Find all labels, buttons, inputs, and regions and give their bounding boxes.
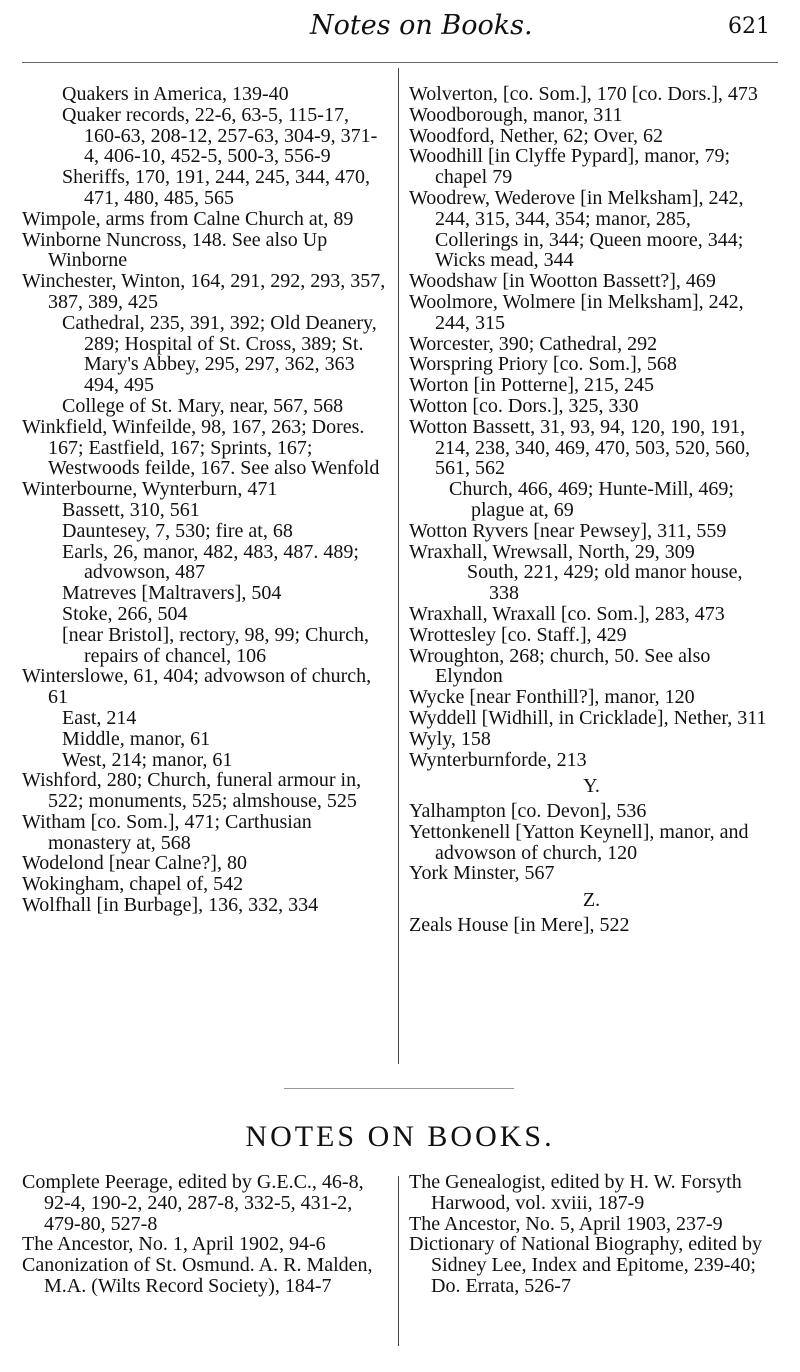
index-entry: Woodshaw [in Wootton Bassett?], 469 — [409, 270, 716, 293]
index-entry: Witham [co. Som.], 471; Carthusian monastery at, 568 — [22, 810, 312, 854]
book-entry: Dictionary of National Biography, edited by Sidney Lee, Index and Epitome, 239-40; Do. Errata, 526-7 — [409, 1233, 763, 1297]
index-entry: Wimpole, arms from Calne Church at, 89 — [22, 207, 354, 230]
book-entry: Canonization of St. Osmund. A. R. Malden, M.A. (Wilts Record Society), 184-7 — [22, 1254, 373, 1297]
index-entry: Wyly, 158 — [409, 727, 491, 750]
index-entry: Wokingham, chapel of, 542 — [22, 873, 244, 896]
index-entry: Worcester, 390; Cathedral, 292 — [409, 332, 658, 355]
index-entry: [near Bristol], rectory, 98, 99; Church, repairs of chancel, 106 — [62, 623, 369, 667]
index-entry: Wodelond [near Calne?], 80 — [22, 852, 247, 875]
index-entry: Stoke, 266, 504 — [62, 602, 188, 625]
index-entry: Wyddell [Widhill, in Cricklade], Nether, 311 — [409, 706, 767, 729]
index-entry: Winterslowe, 61, 404; advowson of church, 61 — [22, 665, 372, 709]
index-entry: Wolfhall [in Burbage], 136, 332, 334 — [22, 894, 319, 917]
index-entry: Wolverton, [co. Som.], 170 [co. Dors.], 473 — [409, 83, 758, 105]
index-entry: Quaker records, 22-6, 63-5, 115-17, 160-63, 208-12, 257-63, 304-9, 371-4, 406-10, 452-5, 500-3, 556-9 — [62, 103, 378, 168]
index-entry: Quakers in America, 139-40 — [62, 83, 289, 105]
book-entry: The Ancestor, No. 5, April 1903, 237-9 — [409, 1212, 723, 1235]
index-entry: Church, 466, 469; Hunte-Mill, 469; plague at, 69 — [449, 478, 734, 521]
page-number: 621 — [728, 14, 770, 39]
index-section-letter: Z. — [582, 889, 601, 912]
index-entry: Wynterburnforde, 213 — [409, 748, 587, 771]
index-entry: Wotton Ryvers [near Pewsey], 311, 559 — [409, 519, 727, 542]
index-entry: Wishford, 280; Church, funeral armour in, 522; monuments, 525; almshouse, 525 — [22, 769, 362, 813]
index-entry: Wotton Bassett, 31, 93, 94, 120, 190, 191, 214, 238, 340, 469, 470, 503, 520, 560, 561, 562 — [409, 415, 750, 480]
index-entry: Cathedral, 235, 391, 392; Old Deanery, 289; Hospital of St. Cross, 389; St. Mary's Abbey, 295, 297, 362, 363 494, 495 — [62, 311, 377, 397]
index-entry: York Minster, 567 — [409, 862, 555, 885]
index-entry: Yalhampton [co. Devon], 536 — [409, 800, 647, 823]
index-entry: Woodford, Nether, 62; Over, 62 — [409, 124, 663, 147]
books-column-divider — [398, 1176, 399, 1346]
index-entry: Worton [in Potterne], 215, 245 — [409, 374, 655, 397]
notes-on-books-title: NOTES ON BOOKS. — [245, 1120, 555, 1153]
index-entry: Woodhill [in Clyffe Pypard], manor, 79; chapel 79 — [409, 145, 731, 189]
index-entry: Matreves [Maltravers], 504 — [62, 582, 282, 605]
book-entry: Complete Peerage, edited by G.E.C., 46-8, 92-4, 190-2, 240, 287-8, 332-5, 431-2, 479-80, 527-8 — [22, 1171, 364, 1235]
index-entry: Winborne Nuncross, 148. See also Up Winborne — [22, 228, 328, 272]
books-left-column — [22, 1172, 388, 1297]
index-entry: Woolmore, Wolmere [in Melksham], 242, 244, 315 — [409, 290, 744, 334]
index-entry: Dauntesey, 7, 530; fire at, 68 — [62, 519, 293, 542]
index-entry: Wotton [co. Dors.], 325, 330 — [409, 394, 639, 417]
header-rule — [22, 62, 778, 63]
index-entry: Yettonkenell [Yatton Keynell], manor, and advowson of church, 120 — [409, 820, 749, 864]
index-entry: Wrottesley [co. Staff.], 429 — [409, 623, 627, 646]
index-entry: West, 214; manor, 61 — [62, 748, 233, 771]
index-entry: Wroughton, 268; church, 50. See also Elyndon — [409, 644, 711, 688]
index-entry: Winchester, Winton, 164, 291, 292, 293, 357, 387, 389, 425 — [22, 270, 386, 313]
index-entry: Sheriffs, 170, 191, 244, 245, 344, 470, 471, 480, 485, 565 — [62, 166, 370, 209]
index-left-column — [22, 84, 387, 916]
index-entry: Earls, 26, manor, 482, 483, 487. 489; advowson, 487 — [62, 540, 359, 584]
index-entry: Zeals House [in Mere], 522 — [409, 914, 630, 937]
section-ornament-rule — [284, 1088, 514, 1089]
index-entry: Wraxhall, Wraxall [co. Som.], 283, 473 — [409, 602, 725, 625]
index-entry: Bassett, 310, 561 — [62, 498, 200, 521]
index-entry: College of St. Mary, near, 567, 568 — [62, 394, 344, 417]
book-entry: The Ancestor, No. 1, April 1902, 94-6 — [22, 1233, 326, 1256]
books-right-column — [409, 1172, 775, 1297]
index-entry: Winterbourne, Wynterburn, 471 — [22, 478, 278, 501]
index-entry: Woodrew, Wederove [in Melksham], 242, 244, 315, 344, 354; manor, 285, Collerings in, 344; Queen moore, 344; Wicks mead, 344 — [409, 186, 744, 272]
book-entry: The Genealogist, edited by H. W. Forsyth Harwood, vol. xviii, 187-9 — [409, 1171, 742, 1214]
index-entry: Middle, manor, 61 — [62, 727, 211, 750]
page-header — [0, 0, 800, 58]
index-entry: Woodborough, manor, 311 — [409, 103, 623, 126]
running-title: Notes on Books. — [310, 10, 533, 41]
index-entry: South, 221, 429; old manor house, 338 — [467, 561, 743, 605]
index-entry: Worspring Priory [co. Som.], 568 — [409, 353, 677, 376]
index-section-letter: Y. — [583, 775, 600, 798]
index-entry: East, 214 — [62, 706, 137, 729]
index-entry: Wycke [near Fonthill?], manor, 120 — [409, 686, 695, 709]
index-column-divider — [398, 68, 399, 1064]
index-right-column — [409, 84, 774, 936]
index-entry: Winkfield, Winfeilde, 98, 167, 263; Dores. 167; Eastfield, 167; Sprints, 167; Westwoods feilde, 167. See also Wenfold — [22, 415, 380, 480]
index-entry: Wraxhall, Wrewsall, North, 29, 309 — [409, 540, 695, 563]
